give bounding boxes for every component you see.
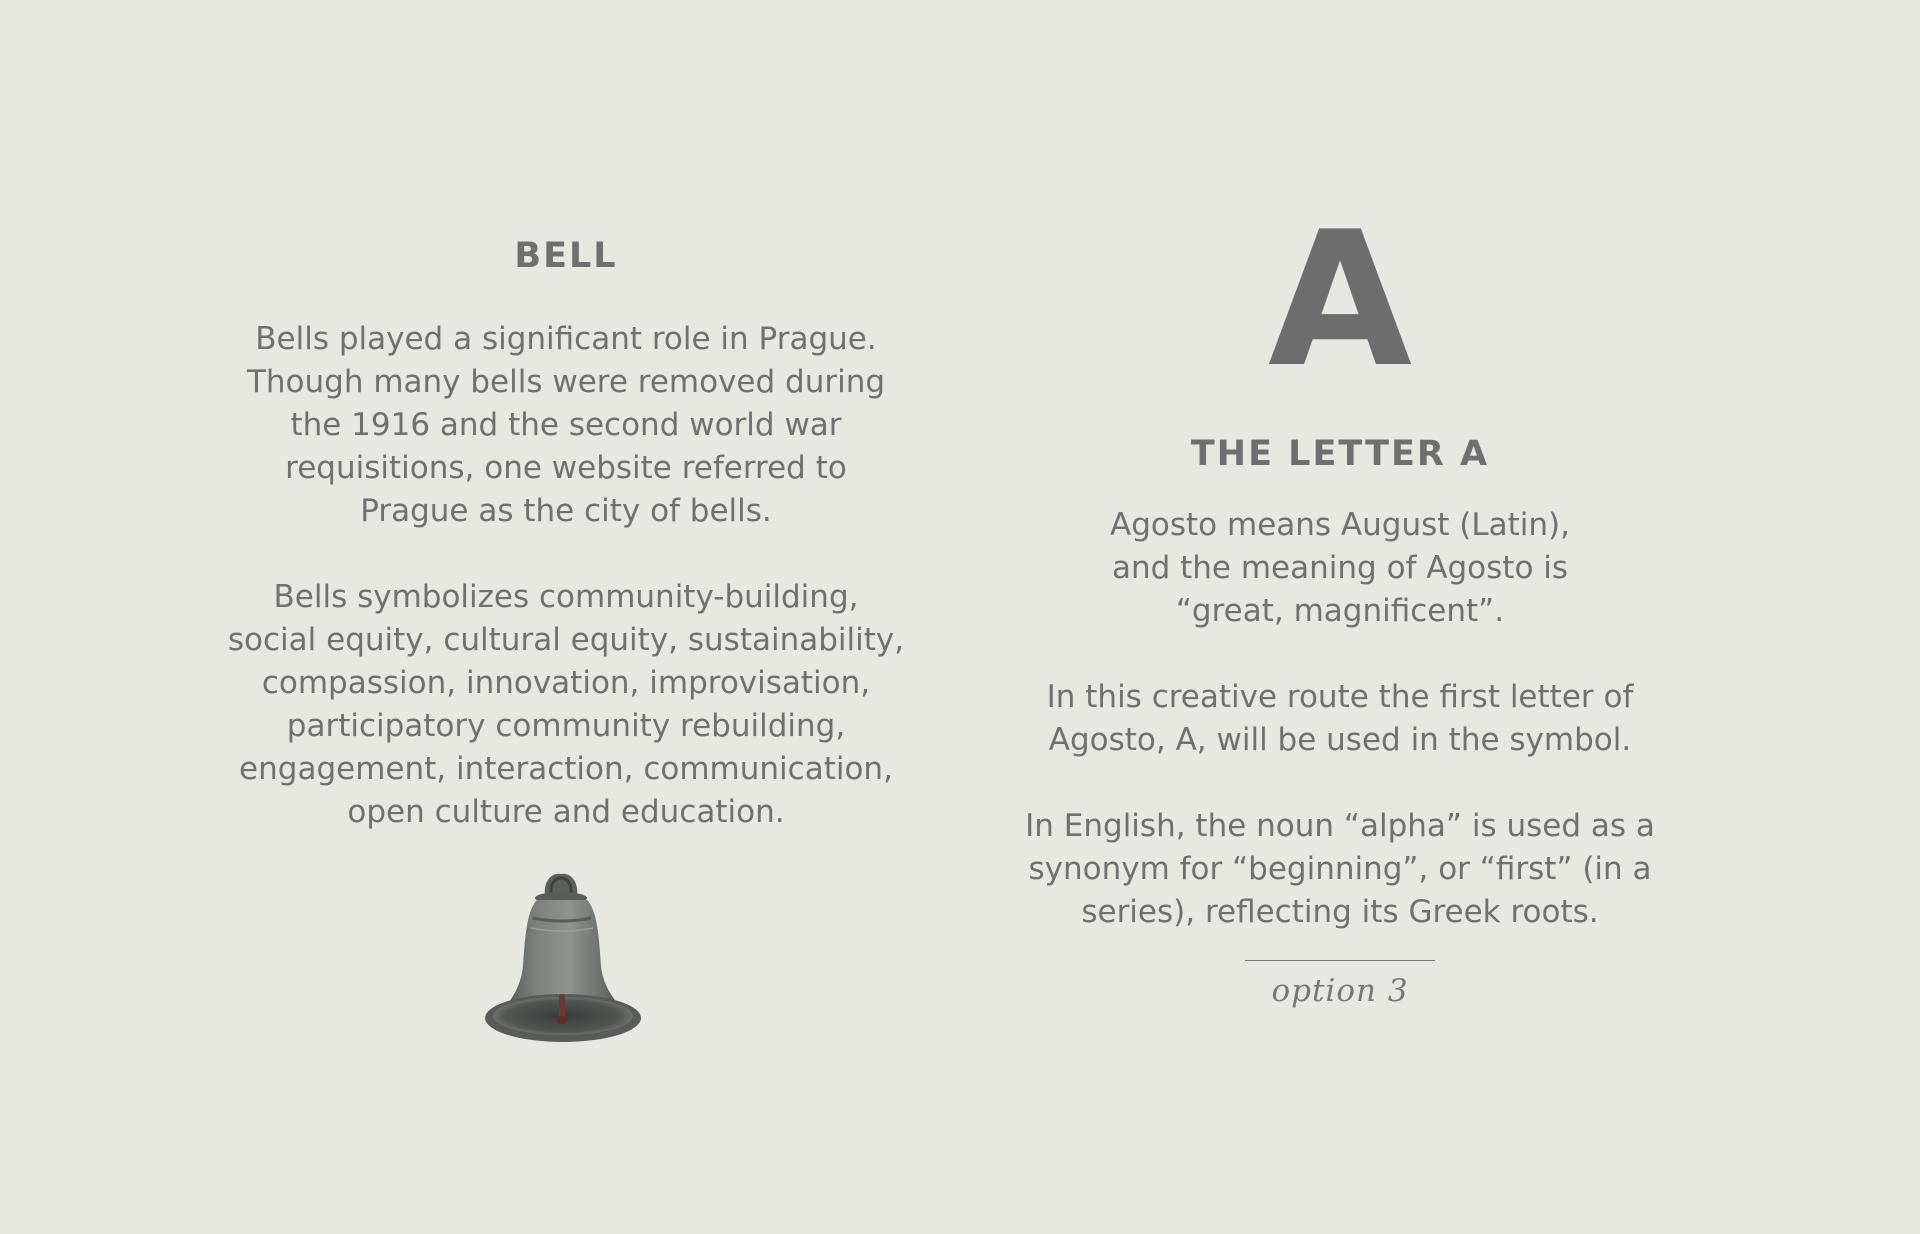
- letter-a-paragraph-3: [960, 805, 1720, 934]
- text-line: and the meaning of Agosto is: [1111, 550, 1569, 586]
- bell-section: [186, 232, 946, 834]
- text-line: social equity, cultural equity, sustainability,: [227, 622, 905, 658]
- text-line: series), reflecting its Greek roots.: [1081, 894, 1599, 930]
- text-line: Agosto, A, will be used in the symbol.: [1048, 722, 1632, 758]
- text-line: compassion, innovation, improvisation,: [261, 665, 871, 701]
- text-line: Prague as the city of bells.: [360, 493, 772, 529]
- divider: [1245, 960, 1435, 961]
- text-line: Bells played a significant role in Prague.: [255, 321, 877, 357]
- text-line: In English, the noun “alpha” is used as a: [1025, 808, 1655, 844]
- text-line: engagement, interaction, communication,: [239, 751, 893, 787]
- option-label: option 3: [1271, 973, 1409, 1009]
- text-line: requisitions, one website referred to: [285, 450, 847, 486]
- text-line: Though many bells were removed during: [246, 364, 886, 400]
- text-line: the 1916 and the second world war: [290, 407, 842, 443]
- text-line: synonym for “beginning”, or “first” (in a: [1028, 851, 1652, 887]
- bell-icon: [483, 866, 643, 1048]
- text-line: Bells symbolizes community-building,: [273, 579, 859, 615]
- bell-paragraph-1: [186, 318, 946, 533]
- bell-heading: BELL: [514, 236, 618, 276]
- text-line: Agosto means August (Latin),: [1110, 507, 1570, 543]
- text-line: open culture and education.: [347, 794, 785, 830]
- bell-paragraph-2: [186, 576, 946, 834]
- letter-a-paragraph-1: [960, 504, 1720, 633]
- text-line: In this creative route the first letter of: [1046, 679, 1634, 715]
- text-line: participatory community rebuilding,: [286, 708, 846, 744]
- text-line: “great, magnificent”.: [1175, 593, 1505, 629]
- big-letter-a: A: [1268, 191, 1412, 408]
- letter-a-paragraph-2: [960, 676, 1720, 762]
- letter-a-heading: THE LETTER A: [1190, 434, 1490, 474]
- letter-a-section: [960, 191, 1720, 1009]
